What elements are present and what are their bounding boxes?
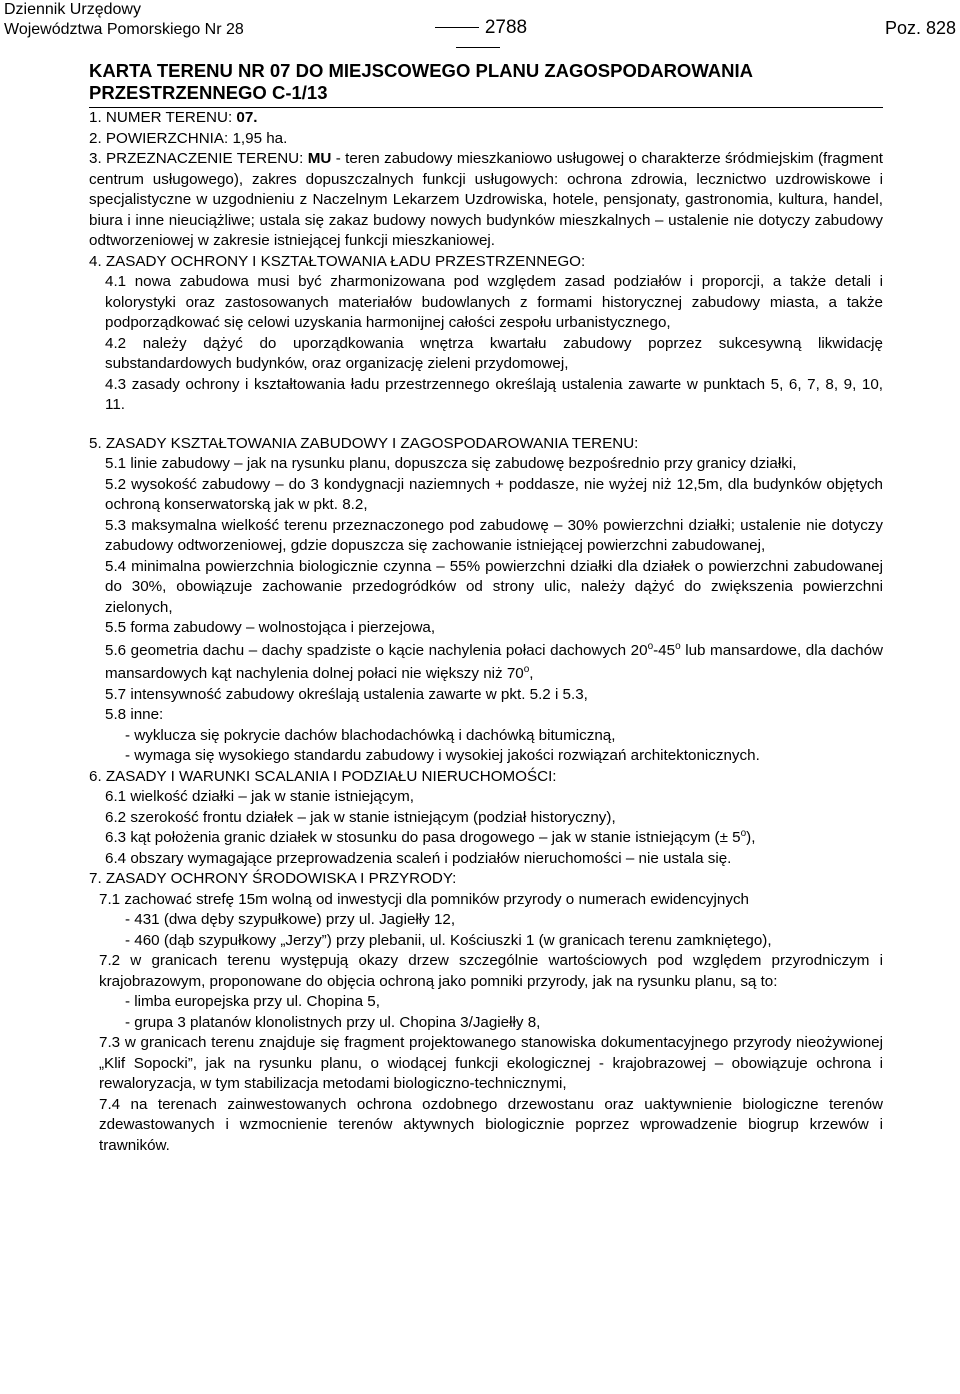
degree-sup-2: o <box>675 640 681 652</box>
journal-title <box>4 0 244 40</box>
item-7-2-b: - grupa 3 platanów klonolistnych przy ul. Chopina 3/Jagiełły 8, <box>125 1013 541 1031</box>
page-header <box>4 0 956 42</box>
section-1-label: 1. NUMER TERENU: <box>89 109 237 126</box>
item-7-1-a: - 431 (dwa dęby szypułkowe) przy ul. Jagiełły 12, <box>125 911 456 928</box>
item-6-3-text-a: 6.3 kąt położenia granic działek w stosunku do pasa drogowego – jak w stanie istniejącym (± 5 <box>105 829 741 846</box>
section-3-text: - teren zabudowy mieszkaniowo usługowej o charakterze śródmiejskim (fragment centrum usługowego), zakres dopuszczalnych funkcji usługowych: ochrona zdrowia, lecznictwo uzdrowiskowe i specjalistyczne w uzgodnieniu z Naczelnym Lekarzem Uzdrowiska, hotele, pensjonaty, gastronomia, kultura, handel, biura i inne nieuciążliwe; ustala się zakaz budowy nowych budynków mieszkalnych – ustalenie nie dotyczy zabudowy odtworzeniowej w zakresie istniejącej funkcji mieszkaniowej. <box>89 150 883 249</box>
item-5-4: 5.4 minimalna powierzchnia biologicznie czynna – 55% powierzchni działki dla działek o powierzchni zabudowanej do 30%, obowiązuje zachowanie przedogródków od strony ulic, należy dążyć do zwiększenia powierzchni zielonych, <box>105 557 883 616</box>
item-7-4: 7.4 na terenach zainwestowanych ochrona ozdobnego drzewostanu oraz uaktywnienie biologiczne terenów zdewastowanych i wzmocnienie terenów aktywnych biologicznie poprzez wprowadzenie biogrup krzewów i trawników. <box>99 1095 883 1154</box>
item-6-1: 6.1 wielkość działki – jak w stanie istniejącym, <box>105 788 414 805</box>
section-5-heading: 5. ZASADY KSZTAŁTOWANIA ZABUDOWY I ZAGOSPODAROWANIA TERENU: <box>89 434 639 452</box>
section-1 <box>89 108 883 129</box>
document-body <box>89 60 883 1156</box>
item-5-6-text-c: lub mansardowe, dla dachów mansardowych kąt nachylenia dolnej połaci nie większy niż 70 <box>105 641 883 682</box>
item-5-6-text-d: , <box>529 664 534 682</box>
item-5-5: 5.5 forma zabudowy – wolnostojąca i pierzejowa, <box>105 619 436 636</box>
spacer <box>89 416 883 434</box>
item-6-3-text-b: ), <box>746 829 756 846</box>
section-2: 2. POWIERZCHNIA: 1,95 ha. <box>89 129 288 147</box>
dash-left <box>435 27 479 28</box>
item-5-6 <box>89 639 883 685</box>
item-7-2: 7.2 w granicach terenu występują okazy drzew szczególnie wartościowych pod względem przyrodniczym i krajobrazowym, proponowane do objęcia ochroną jako pomniki przyrody, jak na rysunku planu, są to: <box>99 952 883 990</box>
section-1-value: 07. <box>236 109 258 126</box>
item-5-8: 5.8 inne: <box>105 706 164 723</box>
journal-issue: Województwa Pomorskiego Nr 28 <box>4 21 244 38</box>
item-6-3 <box>89 828 883 849</box>
section-7-heading: 7. ZASADY OCHRONY ŚRODOWISKA I PRZYRODY: <box>89 870 457 887</box>
document-title <box>89 60 883 108</box>
section-3-code: MU <box>307 150 332 167</box>
dash-right <box>456 47 500 48</box>
title-line-1: KARTA TERENU NR 07 DO MIEJSCOWEGO PLANU ZAGOSPODAROWANIA <box>89 60 753 81</box>
item-6-2: 6.2 szerokość frontu działek – jak w stanie istniejącym (podział historyczny), <box>105 808 616 826</box>
item-5-2: 5.2 wysokość zabudowy – do 3 kondygnacji naziemnych + poddasze, nie wyżej niż 12,5m, dla budynków objętych ochroną konserwatorską jak w pkt. 8.2, <box>105 475 883 513</box>
journal-name: Dziennik Urzędowy <box>4 1 141 18</box>
item-5-6-text-b: -45 <box>653 641 676 659</box>
item-5-1: 5.1 linie zabudowy – jak na rysunku planu, dopuszcza się zabudowę bezpośrednio przy granicy działki, <box>105 455 797 472</box>
item-4-2: 4.2 należy dążyć do uporządkowania wnętrza kwartału zabudowy poprzez sukcesywną likwidację substandardowych budynków, oraz organizację zieleni przydomowej, <box>105 334 883 372</box>
position-number: Poz. 828 <box>884 18 956 38</box>
item-7-2-a: - limba europejska przy ul. Chopina 5, <box>125 993 380 1010</box>
item-4-1: 4.1 nowa zabudowa musi być zharmonizowana pod względem zasad podziałów i proporcji, a także detali i kolorystyki oraz zastosowanych materiałów budowlanych z formami historycznej zabudowy miasta, a także podporządkować się celowi uzyskania harmonijnej całości zespołu urbanistycznego, <box>105 273 883 331</box>
item-5-6-text-a: 5.6 geometria dachu – dachy spadziste o kącie nachylenia połaci dachowych 20 <box>105 641 648 659</box>
item-6-4: 6.4 obszary wymagające przeprowadzenia scaleń i podziałów nieruchomości – nie ustala się. <box>105 849 732 867</box>
item-5-8-a: - wyklucza się pokrycie dachów blachodachówką i dachówką bitumiczną, <box>125 726 616 744</box>
title-line-2: PRZESTRZENNEGO C-1/13 <box>89 82 328 103</box>
degree-sup-4: o <box>740 827 747 839</box>
page-number-value: 2788 <box>484 17 528 38</box>
item-7-1: 7.1 zachować strefę 15m wolną od inwestycji dla pomników przyrody o numerach ewidencyjnych <box>99 890 749 908</box>
page-number <box>418 18 538 58</box>
degree-sup-3: o <box>523 663 530 675</box>
item-5-3: 5.3 maksymalna wielkość terenu przeznaczonego pod zabudowę – 30% powierzchni działki; ustalenie nie dotyczy zabudowy odtworzeniowej, gdzie dopuszcza się zachowanie istniejącej powierzchni zabudowanej, <box>105 516 883 554</box>
section-3-label: 3. PRZEZNACZENIE TERENU: <box>89 150 308 167</box>
section-3 <box>89 149 883 252</box>
item-5-7: 5.7 intensywność zabudowy określają ustalenia zawarte w pkt. 5.2 i 5.3, <box>105 685 588 703</box>
item-4-3: 4.3 zasady ochrony i kształtowania ładu przestrzennego określają ustalenia zawarte w punktach 5, 6, 7, 8, 9, 10, 11. <box>105 375 883 413</box>
item-7-1-b: - 460 (dąb szypułkowy „Jerzy”) przy plebanii, ul. Kościuszki 1 (w granicach terenu zamkniętego), <box>125 931 772 949</box>
section-4-heading: 4. ZASADY OCHRONY I KSZTAŁTOWANIA ŁADU PRZESTRZENNEGO: <box>89 252 586 270</box>
section-6-heading: 6. ZASADY I WARUNKI SCALANIA I PODZIAŁU NIERUCHOMOŚCI: <box>89 767 557 785</box>
item-7-3: 7.3 w granicach terenu znajduje się fragment projektowanego stanowiska dokumentacyjnego przyrody nieożywionej „Klif Sopocki”, jak na rysunku planu, o wiodącej funkcji ekologicznej - krajobrazowej – obowiązuje ochrona i rewaloryzacja, w tym stabilizacja metodami biologiczno-technicznymi, <box>99 1034 883 1092</box>
item-5-8-b: - wymaga się wysokiego standardu zabudowy i wysokiej jakości rozwiązań architektonicznych. <box>125 747 760 764</box>
degree-sup-1: o <box>647 640 654 652</box>
